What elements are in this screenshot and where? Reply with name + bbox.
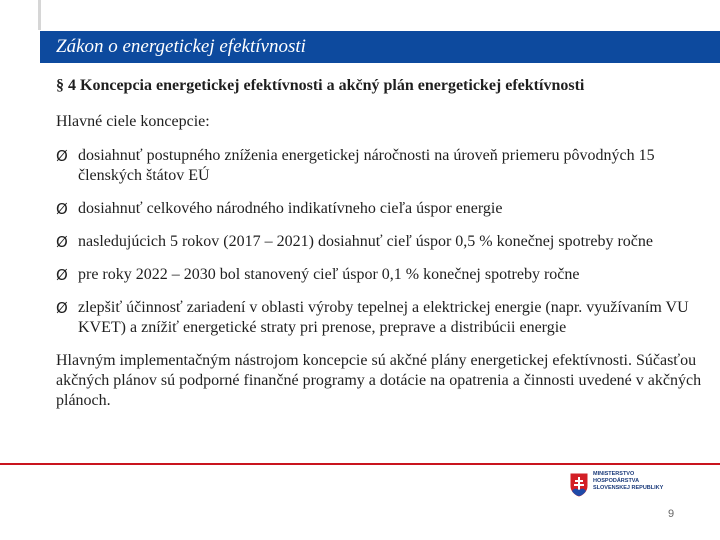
arrow-bullet-icon: Ø bbox=[56, 147, 68, 165]
list-item-text: pre roky 2022 – 2030 bol stanovený cieľ úspor 0,1 % konečnej spotreby ročne bbox=[78, 266, 580, 283]
list-item-text: zlepšiť účinnosť zariadení v oblasti výroby tepelnej a elektrickej energie (napr. využívaním VU KVET) a znížiť energetické straty pri prenose, preprave a distribúcii energie bbox=[78, 299, 689, 336]
arrow-bullet-icon: Ø bbox=[56, 200, 68, 218]
slide-title: Zákon o energetickej efektívnosti bbox=[56, 36, 306, 57]
slide-content bbox=[56, 76, 712, 411]
ministry-line: MINISTERSTVO bbox=[593, 471, 635, 477]
slide-subtitle: § 4 Koncepcia energetickej efektívnosti a akčný plán energetickej efektívnosti bbox=[56, 77, 585, 94]
list-item bbox=[56, 199, 712, 219]
top-left-divider bbox=[38, 0, 41, 30]
page-number: 9 bbox=[668, 508, 675, 520]
ministry-line: SLOVENSKEJ REPUBLIKY bbox=[593, 485, 664, 491]
arrow-bullet-icon: Ø bbox=[56, 299, 68, 317]
arrow-bullet-icon: Ø bbox=[56, 233, 68, 251]
list-item bbox=[56, 265, 712, 285]
list-item bbox=[56, 232, 712, 252]
list-item-text: dosiahnuť postupného zníženia energetickej náročnosti na úroveň priemeru pôvodných 15 členských štátov EÚ bbox=[78, 147, 655, 184]
list-item-text: nasledujúcich 5 rokov (2017 – 2021) dosiahnuť cieľ úspor 0,5 % konečnej spotreby ročne bbox=[78, 233, 653, 250]
list-item bbox=[56, 146, 712, 186]
ministry-logo bbox=[569, 468, 689, 508]
summary-paragraph: Hlavným implementačným nástrojom koncepcie sú akčné plány energetickej efektívnosti. Súčasťou akčných plánov sú podporné finančné programy a dotácie na opatrenia a činnosti uvedené v akčných plánoch. bbox=[56, 352, 702, 409]
intro-text: Hlavné ciele koncepcie: bbox=[56, 113, 210, 130]
arrow-bullet-icon: Ø bbox=[56, 266, 68, 284]
slovak-coat-of-arms-icon bbox=[569, 472, 589, 498]
ministry-name bbox=[593, 471, 663, 492]
list-item bbox=[56, 298, 712, 338]
list-item-text: dosiahnuť celkového národného indikatívneho cieľa úspor energie bbox=[78, 200, 503, 217]
ministry-line: HOSPODÁRSTVA bbox=[593, 478, 640, 484]
goals-list bbox=[56, 146, 712, 338]
title-bar bbox=[40, 31, 720, 63]
footer-divider bbox=[0, 463, 720, 465]
